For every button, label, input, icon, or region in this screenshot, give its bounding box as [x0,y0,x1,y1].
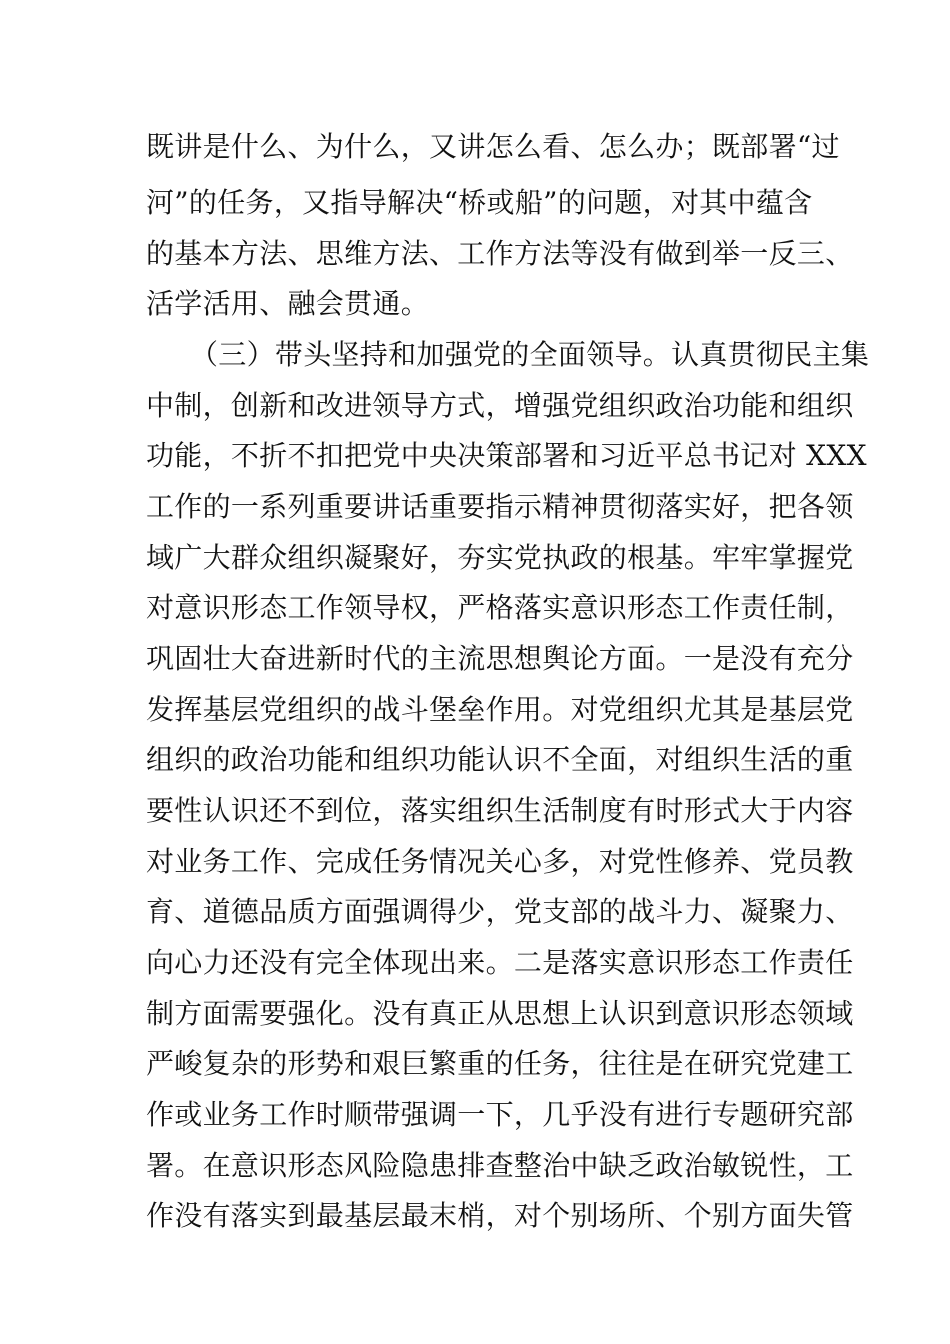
text-line: 作或业务工作时顺带强调一下，几乎没有进行专题研究部 [146,1098,854,1131]
text-line: 功能，不折不扣把党中央决策部署和习近平总书记对 XXX [146,439,867,472]
text-line: 对业务工作、完成任务情况关心多，对党性修养、党员教 [146,845,854,878]
text-line: 河”的任务，又指导解决“桥或船”的问题，对其中蕴含 [146,186,813,219]
text-line: 对意识形态工作领导权，严格落实意识形态工作责任制， [146,591,854,624]
text-line: 作没有落实到最基层最末梢，对个别场所、个别方面失管 [146,1199,854,1232]
text-line: 中制，创新和改进领导方式，增强党组织政治功能和组织 [146,389,854,422]
text-line: 育、道德品质方面强调得少，党支部的战斗力、凝聚力、 [146,895,854,928]
text-line: 既讲是什么、为什么，又讲怎么看、怎么办；既部署“过 [146,130,840,163]
text-line: 署。在意识形态风险隐患排查整治中缺乏政治敏锐性，工 [146,1149,854,1182]
paragraph-heading-line: （三）带头坚持和加强党的全面领导。认真贯彻民主集 [190,338,870,371]
text-line: 巩固壮大奋进新时代的主流思想舆论方面。一是没有充分 [146,642,854,675]
text-line: 严峻复杂的形势和艰巨繁重的任务，往往是在研究党建工 [146,1047,854,1080]
text-line: 发挥基层党组织的战斗堡垒作用。对党组织尤其是基层党 [146,693,854,726]
text-line: 的基本方法、思维方法、工作方法等没有做到举一反三、 [146,237,854,270]
text-line: 要性认识还不到位，落实组织生活制度有时形式大于内容 [146,794,854,827]
text-line: 向心力还没有完全体现出来。二是落实意识形态工作责任 [146,946,854,979]
text-line: 制方面需要强化。没有真正从思想上认识到意识形态领域 [146,997,854,1030]
text-line: 活学活用、融会贯通。 [146,287,430,320]
text-line: 组织的政治功能和组织功能认识不全面，对组织生活的重 [146,743,854,776]
text-line: 工作的一系列重要讲话重要指示精神贯彻落实好，把各领 [146,490,854,523]
text-line: 域广大群众组织凝聚好，夯实党执政的根基。牢牢掌握党 [146,541,854,574]
